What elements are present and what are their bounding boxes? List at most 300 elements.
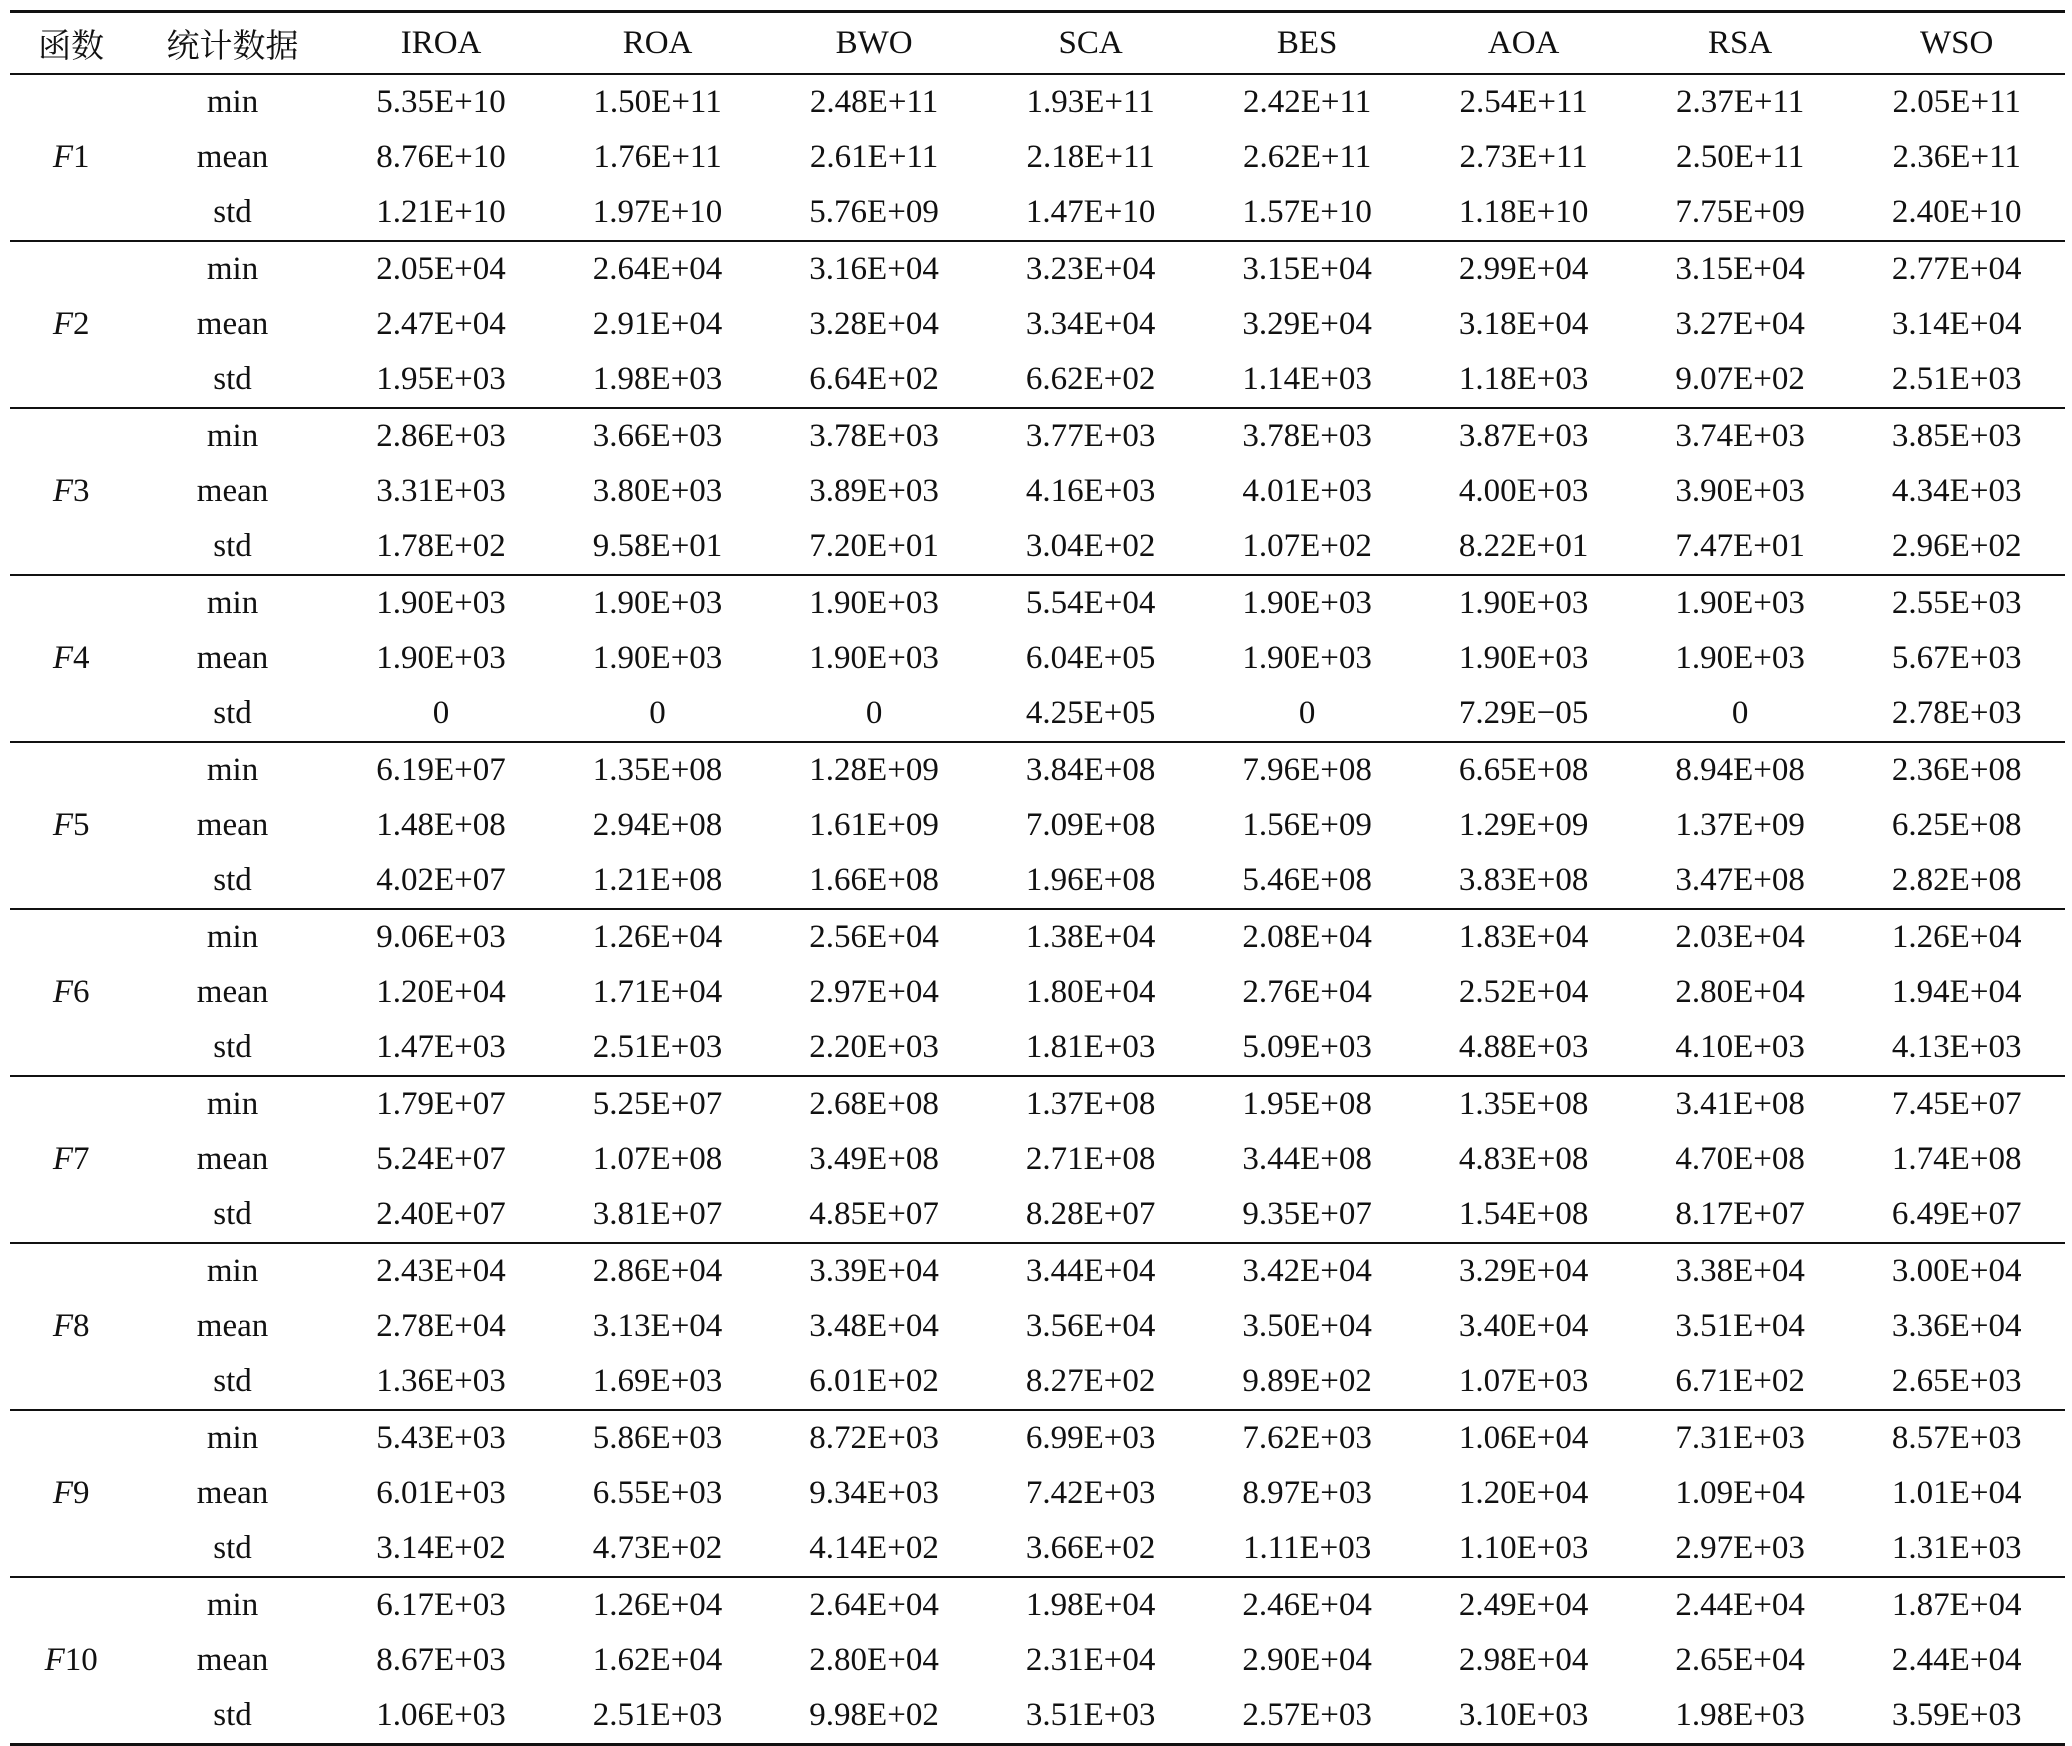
value-cell: 2.90E+04 xyxy=(1242,1642,1372,1678)
function-group-2 xyxy=(10,241,2065,408)
function-number: 4 xyxy=(72,640,90,676)
value-cell: 3.44E+08 xyxy=(1242,1141,1372,1177)
function-letter: F xyxy=(52,473,73,509)
value-cell: 7.47E+01 xyxy=(1675,528,1805,564)
value-cell: 2.05E+11 xyxy=(1892,84,2021,120)
value-cell: 3.13E+04 xyxy=(592,1308,723,1344)
value-cell: 4.01E+03 xyxy=(1242,473,1372,509)
stat-label: min xyxy=(206,919,259,955)
value-cell: 3.51E+03 xyxy=(1025,1697,1156,1733)
value-cell: 1.78E+02 xyxy=(376,528,506,564)
value-cell: 1.90E+03 xyxy=(1675,640,1805,676)
function-letter: F xyxy=(52,1475,73,1511)
stat-label: mean xyxy=(196,306,269,342)
value-cell: 3.39E+04 xyxy=(809,1253,939,1289)
value-cell: 3.51E+04 xyxy=(1675,1308,1805,1344)
stat-label: std xyxy=(213,528,252,564)
value-cell: 1.90E+03 xyxy=(376,640,506,676)
value-cell: 3.42E+04 xyxy=(1242,1253,1372,1289)
value-cell: 2.50E+11 xyxy=(1675,139,1805,175)
column-header-8: RSA xyxy=(1708,24,1773,61)
value-cell: 2.80E+04 xyxy=(809,1642,939,1678)
value-cell: 6.71E+02 xyxy=(1675,1363,1805,1399)
stat-label: std xyxy=(213,1697,252,1733)
value-cell: 1.21E+08 xyxy=(592,862,723,898)
value-cell: 1.90E+03 xyxy=(809,585,939,621)
value-cell: 1.57E+10 xyxy=(1242,194,1372,230)
value-cell: 2.51E+03 xyxy=(1891,361,2022,397)
value-cell: 2.40E+10 xyxy=(1891,194,2022,230)
value-cell: 1.50E+11 xyxy=(593,84,722,120)
value-cell: 6.62E+02 xyxy=(1025,361,1156,397)
value-cell: 3.36E+04 xyxy=(1891,1308,2022,1344)
value-cell: 2.96E+02 xyxy=(1891,528,2022,564)
value-cell: 2.65E+04 xyxy=(1675,1642,1805,1678)
value-cell: 3.80E+03 xyxy=(592,473,723,509)
value-cell: 2.86E+03 xyxy=(376,418,506,454)
function-number: 1 xyxy=(72,139,90,175)
value-cell: 2.78E+03 xyxy=(1891,695,2022,731)
value-cell: 1.01E+04 xyxy=(1891,1475,2022,1511)
value-cell: 2.44E+04 xyxy=(1891,1642,2022,1678)
value-cell: 4.85E+07 xyxy=(809,1196,939,1232)
value-cell: 3.77E+03 xyxy=(1025,418,1156,454)
value-cell: 8.94E+08 xyxy=(1675,752,1805,788)
value-cell: 7.09E+08 xyxy=(1025,807,1156,843)
value-cell: 2.46E+04 xyxy=(1242,1587,1372,1623)
value-cell: 3.85E+03 xyxy=(1891,418,2022,454)
value-cell: 2.77E+04 xyxy=(1891,251,2022,287)
function-letter: F xyxy=(52,139,73,175)
value-cell: 1.90E+03 xyxy=(376,585,506,621)
function-label xyxy=(10,408,132,575)
function-group-9 xyxy=(10,1410,2065,1577)
table-row xyxy=(10,742,2065,798)
value-cell: 6.64E+02 xyxy=(809,361,939,397)
value-cell: 3.14E+02 xyxy=(376,1530,506,1566)
table-row xyxy=(10,1410,2065,1466)
table-row xyxy=(10,1187,2065,1243)
value-cell: 4.13E+03 xyxy=(1891,1029,2022,1065)
value-cell: 1.06E+03 xyxy=(376,1697,506,1733)
value-cell: 2.44E+04 xyxy=(1675,1587,1805,1623)
value-cell: 1.76E+11 xyxy=(593,139,722,175)
value-cell: 1.10E+03 xyxy=(1458,1530,1589,1566)
stat-label: min xyxy=(206,84,259,120)
table-row xyxy=(10,130,2065,185)
value-cell: 5.35E+10 xyxy=(376,84,506,120)
value-cell: 2.57E+03 xyxy=(1242,1697,1372,1733)
value-cell: 2.03E+04 xyxy=(1675,919,1805,955)
value-cell: 8.17E+07 xyxy=(1675,1196,1805,1232)
stat-label: mean xyxy=(196,1308,269,1344)
value-cell: 6.01E+03 xyxy=(376,1475,506,1511)
value-cell: 1.11E+03 xyxy=(1242,1530,1372,1566)
function-number: 7 xyxy=(72,1141,90,1177)
value-cell: 1.61E+09 xyxy=(809,807,939,843)
stat-label: min xyxy=(206,1420,259,1456)
value-cell: 1.87E+04 xyxy=(1891,1587,2022,1623)
function-letter: F xyxy=(52,640,73,676)
value-cell: 5.46E+08 xyxy=(1242,862,1372,898)
function-label xyxy=(10,1076,132,1243)
value-cell: 7.29E−05 xyxy=(1458,695,1589,731)
value-cell: 6.19E+07 xyxy=(376,752,506,788)
value-cell: 2.51E+03 xyxy=(592,1697,723,1733)
results-table-container xyxy=(10,10,2065,1746)
column-header-7: AOA xyxy=(1487,24,1560,61)
function-number: 6 xyxy=(72,974,90,1010)
column-header-9: WSO xyxy=(1920,24,1994,61)
function-letter: F xyxy=(52,807,73,843)
value-cell: 1.62E+04 xyxy=(592,1642,723,1678)
value-cell: 2.91E+04 xyxy=(592,306,723,342)
column-header-3: ROA xyxy=(622,24,693,61)
value-cell: 9.98E+02 xyxy=(809,1697,939,1733)
stat-label: min xyxy=(206,1086,259,1122)
value-cell: 1.98E+03 xyxy=(592,361,723,397)
value-cell: 2.56E+04 xyxy=(809,919,939,955)
value-cell: 1.98E+04 xyxy=(1025,1587,1156,1623)
table-row xyxy=(10,686,2065,742)
value-cell: 7.20E+01 xyxy=(809,528,939,564)
function-label xyxy=(10,1243,132,1410)
value-cell: 8.72E+03 xyxy=(809,1420,939,1456)
table-row xyxy=(10,1521,2065,1577)
value-cell: 1.90E+03 xyxy=(1458,640,1589,676)
value-cell: 3.27E+04 xyxy=(1675,306,1805,342)
value-cell: 4.83E+08 xyxy=(1458,1141,1589,1177)
value-cell: 8.28E+07 xyxy=(1025,1196,1156,1232)
value-cell: 1.71E+04 xyxy=(592,974,723,1010)
value-cell: 1.37E+08 xyxy=(1025,1086,1156,1122)
value-cell: 2.08E+04 xyxy=(1242,919,1372,955)
value-cell: 3.41E+08 xyxy=(1675,1086,1805,1122)
stat-label: mean xyxy=(196,974,269,1010)
value-cell: 3.31E+03 xyxy=(376,473,506,509)
table-row xyxy=(10,631,2065,686)
value-cell: 3.44E+04 xyxy=(1025,1253,1156,1289)
value-cell: 1.26E+04 xyxy=(1891,919,2022,955)
value-cell: 2.99E+04 xyxy=(1458,251,1589,287)
table-row xyxy=(10,1466,2065,1521)
value-cell: 3.28E+04 xyxy=(809,306,939,342)
value-cell: 2.98E+04 xyxy=(1458,1642,1589,1678)
value-cell: 2.62E+11 xyxy=(1242,139,1372,175)
stat-label: mean xyxy=(196,807,269,843)
column-header-6: BES xyxy=(1276,24,1338,61)
value-cell: 3.66E+02 xyxy=(1025,1530,1156,1566)
value-cell: 7.75E+09 xyxy=(1675,194,1805,230)
value-cell: 3.84E+08 xyxy=(1025,752,1156,788)
table-row xyxy=(10,1076,2065,1132)
results-table xyxy=(10,10,2065,1746)
stat-label: mean xyxy=(196,139,269,175)
stat-label: min xyxy=(206,1253,259,1289)
value-cell: 1.47E+10 xyxy=(1025,194,1156,230)
value-cell: 0 xyxy=(1731,695,1749,731)
value-cell: 2.36E+08 xyxy=(1891,752,2022,788)
value-cell: 3.56E+04 xyxy=(1025,1308,1156,1344)
value-cell: 9.58E+01 xyxy=(592,528,723,564)
value-cell: 6.25E+08 xyxy=(1891,807,2022,843)
value-cell: 2.73E+11 xyxy=(1459,139,1588,175)
value-cell: 2.97E+03 xyxy=(1675,1530,1805,1566)
value-cell: 1.38E+04 xyxy=(1025,919,1156,955)
function-number: 10 xyxy=(64,1642,98,1678)
column-header-2: IROA xyxy=(400,24,482,61)
value-cell: 2.43E+04 xyxy=(376,1253,506,1289)
stat-label: std xyxy=(213,1029,252,1065)
function-label xyxy=(10,575,132,742)
value-cell: 2.47E+04 xyxy=(376,306,506,342)
table-row xyxy=(10,74,2065,130)
table-row xyxy=(10,185,2065,241)
value-cell: 2.76E+04 xyxy=(1242,974,1372,1010)
function-number: 9 xyxy=(72,1475,90,1511)
value-cell: 1.07E+08 xyxy=(592,1141,723,1177)
value-cell: 6.99E+03 xyxy=(1025,1420,1156,1456)
stat-label: min xyxy=(206,251,259,287)
table-row xyxy=(10,297,2065,352)
value-cell: 9.07E+02 xyxy=(1675,361,1805,397)
value-cell: 3.78E+03 xyxy=(1242,418,1372,454)
stat-label: mean xyxy=(196,473,269,509)
value-cell: 4.73E+02 xyxy=(592,1530,723,1566)
value-cell: 2.94E+08 xyxy=(592,807,723,843)
stat-label: std xyxy=(213,361,252,397)
value-cell: 8.76E+10 xyxy=(376,139,506,175)
function-letter: F xyxy=(44,1642,65,1678)
value-cell: 6.65E+08 xyxy=(1458,752,1589,788)
value-cell: 1.90E+03 xyxy=(592,585,723,621)
value-cell: 1.80E+04 xyxy=(1025,974,1156,1010)
value-cell: 0 xyxy=(432,695,450,731)
column-header-4: BWO xyxy=(835,24,913,61)
value-cell: 3.00E+04 xyxy=(1891,1253,2022,1289)
table-row xyxy=(10,408,2065,464)
value-cell: 1.74E+08 xyxy=(1891,1141,2022,1177)
value-cell: 2.78E+04 xyxy=(376,1308,506,1344)
value-cell: 5.43E+03 xyxy=(376,1420,506,1456)
value-cell: 5.67E+03 xyxy=(1891,640,2022,676)
value-cell: 6.01E+02 xyxy=(809,1363,939,1399)
value-cell: 1.35E+08 xyxy=(592,752,723,788)
value-cell: 2.97E+04 xyxy=(809,974,939,1010)
value-cell: 3.81E+07 xyxy=(592,1196,723,1232)
value-cell: 5.76E+09 xyxy=(809,194,939,230)
value-cell: 1.90E+03 xyxy=(592,640,723,676)
value-cell: 5.86E+03 xyxy=(592,1420,723,1456)
value-cell: 8.27E+02 xyxy=(1025,1363,1156,1399)
stat-label: std xyxy=(213,1363,252,1399)
stat-label: min xyxy=(206,418,259,454)
value-cell: 9.35E+07 xyxy=(1242,1196,1372,1232)
value-cell: 3.90E+03 xyxy=(1675,473,1805,509)
value-cell: 1.20E+04 xyxy=(376,974,506,1010)
value-cell: 2.82E+08 xyxy=(1891,862,2022,898)
value-cell: 1.20E+04 xyxy=(1458,1475,1589,1511)
value-cell: 7.31E+03 xyxy=(1675,1420,1805,1456)
value-cell: 8.67E+03 xyxy=(376,1642,506,1678)
value-cell: 9.34E+03 xyxy=(809,1475,939,1511)
value-cell: 1.94E+04 xyxy=(1891,974,2022,1010)
value-cell: 1.95E+08 xyxy=(1242,1086,1372,1122)
value-cell: 1.35E+08 xyxy=(1458,1086,1589,1122)
stat-label: mean xyxy=(196,1642,269,1678)
value-cell: 3.78E+03 xyxy=(809,418,939,454)
value-cell: 3.48E+04 xyxy=(809,1308,939,1344)
value-cell: 1.37E+09 xyxy=(1675,807,1805,843)
value-cell: 3.16E+04 xyxy=(809,251,939,287)
value-cell: 1.48E+08 xyxy=(376,807,506,843)
value-cell: 1.26E+04 xyxy=(592,1587,723,1623)
function-letter: F xyxy=(52,1141,73,1177)
value-cell: 2.40E+07 xyxy=(376,1196,506,1232)
value-cell: 7.96E+08 xyxy=(1242,752,1372,788)
function-group-6 xyxy=(10,909,2065,1076)
function-group-3 xyxy=(10,408,2065,575)
value-cell: 3.87E+03 xyxy=(1458,418,1589,454)
value-cell: 4.88E+03 xyxy=(1458,1029,1589,1065)
function-letter: F xyxy=(52,1308,73,1344)
function-number: 3 xyxy=(72,473,90,509)
value-cell: 4.34E+03 xyxy=(1891,473,2022,509)
value-cell: 1.69E+03 xyxy=(592,1363,723,1399)
value-cell: 1.54E+08 xyxy=(1458,1196,1589,1232)
value-cell: 4.70E+08 xyxy=(1675,1141,1805,1177)
value-cell: 5.24E+07 xyxy=(376,1141,506,1177)
value-cell: 3.23E+04 xyxy=(1025,251,1156,287)
table-row xyxy=(10,965,2065,1020)
value-cell: 3.29E+04 xyxy=(1458,1253,1589,1289)
value-cell: 1.66E+08 xyxy=(809,862,939,898)
table-row xyxy=(10,1633,2065,1688)
value-cell: 2.71E+08 xyxy=(1025,1141,1156,1177)
value-cell: 2.51E+03 xyxy=(592,1029,723,1065)
table-row xyxy=(10,1132,2065,1187)
value-cell: 1.56E+09 xyxy=(1242,807,1372,843)
value-cell: 3.38E+04 xyxy=(1675,1253,1805,1289)
table-row xyxy=(10,1299,2065,1354)
function-group-8 xyxy=(10,1243,2065,1410)
column-header-0: 函数 xyxy=(38,28,105,65)
table-row xyxy=(10,575,2065,631)
value-cell: 1.90E+03 xyxy=(1242,640,1372,676)
value-cell: 6.49E+07 xyxy=(1891,1196,2022,1232)
value-cell: 3.15E+04 xyxy=(1242,251,1372,287)
value-cell: 6.17E+03 xyxy=(376,1587,506,1623)
value-cell: 1.95E+03 xyxy=(376,361,506,397)
table-row xyxy=(10,1243,2065,1299)
column-header-5: SCA xyxy=(1058,24,1123,61)
table-row xyxy=(10,798,2065,853)
function-letter: F xyxy=(52,306,73,342)
value-cell: 1.83E+04 xyxy=(1458,919,1589,955)
value-cell: 1.90E+03 xyxy=(809,640,939,676)
function-group-5 xyxy=(10,742,2065,909)
value-cell: 3.18E+04 xyxy=(1458,306,1589,342)
function-label xyxy=(10,241,132,408)
table-row xyxy=(10,1688,2065,1745)
stat-label: std xyxy=(213,862,252,898)
value-cell: 2.64E+04 xyxy=(592,251,723,287)
value-cell: 1.09E+04 xyxy=(1675,1475,1805,1511)
table-row xyxy=(10,519,2065,575)
function-number: 8 xyxy=(72,1308,90,1344)
value-cell: 1.47E+03 xyxy=(376,1029,506,1065)
table-row xyxy=(10,1354,2065,1410)
value-cell: 1.28E+09 xyxy=(809,752,939,788)
value-cell: 6.04E+05 xyxy=(1025,640,1156,676)
value-cell: 3.40E+04 xyxy=(1458,1308,1589,1344)
value-cell: 2.52E+04 xyxy=(1458,974,1589,1010)
value-cell: 2.36E+11 xyxy=(1892,139,2021,175)
value-cell: 3.66E+03 xyxy=(592,418,723,454)
table-row xyxy=(10,1577,2065,1633)
value-cell: 4.25E+05 xyxy=(1025,695,1156,731)
value-cell: 1.96E+08 xyxy=(1025,862,1156,898)
value-cell: 1.90E+03 xyxy=(1458,585,1589,621)
value-cell: 3.83E+08 xyxy=(1458,862,1589,898)
function-group-4 xyxy=(10,575,2065,742)
value-cell: 2.20E+03 xyxy=(809,1029,939,1065)
value-cell: 1.97E+10 xyxy=(592,194,723,230)
value-cell: 2.18E+11 xyxy=(1026,139,1155,175)
value-cell: 1.98E+03 xyxy=(1675,1697,1805,1733)
value-cell: 4.02E+07 xyxy=(376,862,506,898)
function-label xyxy=(10,1577,132,1745)
value-cell: 1.36E+03 xyxy=(376,1363,506,1399)
value-cell: 4.14E+02 xyxy=(809,1530,939,1566)
value-cell: 0 xyxy=(649,695,666,731)
value-cell: 7.62E+03 xyxy=(1242,1420,1372,1456)
value-cell: 2.31E+04 xyxy=(1025,1642,1156,1678)
value-cell: 9.89E+02 xyxy=(1242,1363,1372,1399)
value-cell: 3.29E+04 xyxy=(1242,306,1372,342)
value-cell: 1.93E+11 xyxy=(1026,84,1155,120)
value-cell: 1.90E+03 xyxy=(1242,585,1372,621)
function-number: 5 xyxy=(72,807,90,843)
value-cell: 4.00E+03 xyxy=(1458,473,1589,509)
function-label xyxy=(10,909,132,1076)
value-cell: 3.74E+03 xyxy=(1675,418,1805,454)
column-header-1: 统计数据 xyxy=(166,28,299,65)
value-cell: 3.10E+03 xyxy=(1458,1697,1589,1733)
value-cell: 5.25E+07 xyxy=(592,1086,723,1122)
function-label xyxy=(10,742,132,909)
stat-label: min xyxy=(206,585,259,621)
value-cell: 2.48E+11 xyxy=(809,84,939,120)
function-label xyxy=(10,74,132,241)
value-cell: 3.50E+04 xyxy=(1242,1308,1372,1344)
value-cell: 2.80E+04 xyxy=(1675,974,1805,1010)
stat-label: mean xyxy=(196,1475,269,1511)
value-cell: 3.59E+03 xyxy=(1891,1697,2022,1733)
stat-label: mean xyxy=(196,640,269,676)
value-cell: 0 xyxy=(1298,695,1316,731)
value-cell: 2.64E+04 xyxy=(809,1587,939,1623)
function-group-10 xyxy=(10,1577,2065,1745)
function-label xyxy=(10,1410,132,1577)
value-cell: 1.26E+04 xyxy=(592,919,723,955)
stat-label: min xyxy=(206,1587,259,1623)
value-cell: 8.22E+01 xyxy=(1458,528,1589,564)
value-cell: 7.42E+03 xyxy=(1025,1475,1156,1511)
value-cell: 1.06E+04 xyxy=(1458,1420,1589,1456)
value-cell: 3.89E+03 xyxy=(809,473,939,509)
value-cell: 2.05E+04 xyxy=(376,251,506,287)
